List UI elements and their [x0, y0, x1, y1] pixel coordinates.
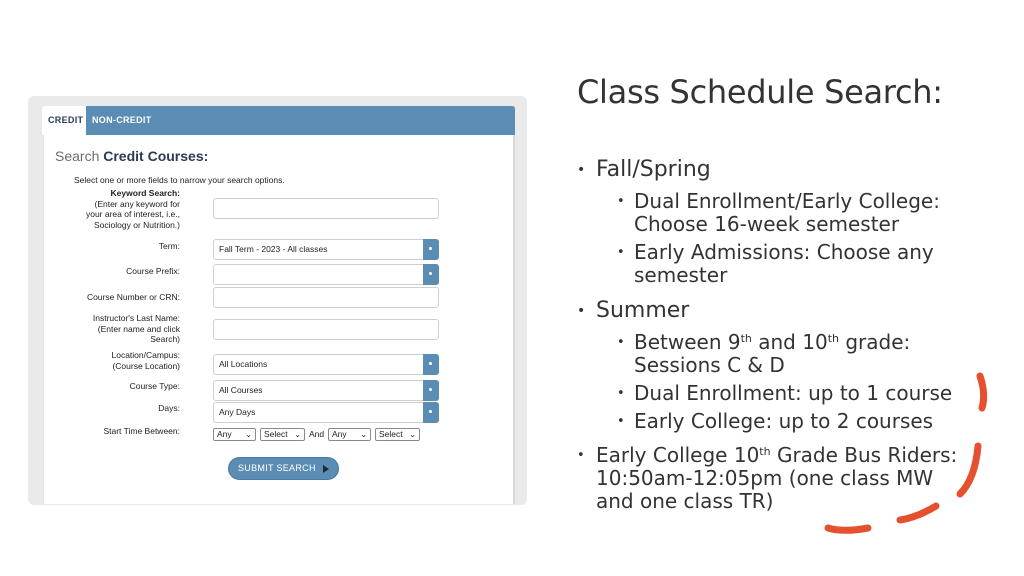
bullet-text: Early College: up to 2 courses: [634, 409, 934, 433]
submit-search-button[interactable]: [228, 457, 339, 480]
days-select-value: Any Days: [219, 407, 256, 417]
form-left-rule: [42, 135, 44, 504]
annotation-stroke-right-lower: [960, 446, 978, 494]
bullet-text: Early Admissions: Choose any: [634, 240, 934, 264]
chevron-down-icon: ⌄: [360, 430, 367, 439]
superscript-th: th: [827, 332, 839, 345]
bullet-early-admissions: [617, 240, 934, 264]
days-dropdown-icon: [423, 402, 439, 423]
bullet-early-admissions-cont: semester: [634, 263, 728, 287]
bullet-dot: •: [617, 194, 625, 209]
form-heading: [55, 148, 208, 164]
keyword-label: [86, 188, 180, 230]
bullet-fall-spring: [577, 157, 711, 182]
term-select-value: Fall Term - 2023 - All classes: [219, 244, 328, 254]
days-label: Days:: [158, 403, 180, 413]
bullet-text: Fall/Spring: [596, 157, 711, 182]
location-label: [111, 350, 180, 371]
start-time-from-hour-value: Any: [217, 429, 232, 439]
instructor-label-line2: (Enter name and click: [97, 323, 180, 334]
term-dropdown-icon: [423, 239, 439, 260]
instructor-input[interactable]: [213, 319, 439, 340]
keyword-label-title: Keyword Search:: [110, 188, 180, 198]
location-label-line1: Location/Campus:: [111, 350, 180, 360]
location-select-value: All Locations: [219, 359, 268, 369]
start-time-to-hour-select[interactable]: [328, 428, 371, 441]
course-type-dropdown-icon: [423, 380, 439, 401]
superscript-th: th: [740, 332, 752, 345]
bullet-dot: •: [577, 303, 586, 319]
bullet-summer: [577, 298, 690, 323]
term-label: Term:: [158, 241, 180, 251]
course-number-label: Course Number or CRN:: [86, 292, 180, 302]
instructor-label-line1: Instructor's Last Name:: [92, 313, 180, 323]
bullet-dual-enrollment-fs: [617, 189, 940, 213]
start-time-from-hour-select[interactable]: [213, 428, 256, 441]
bullet-dot: •: [617, 414, 625, 429]
form-heading-prefix: Search: [55, 148, 104, 164]
keyword-hint-line3: Sociology or Nutrition.): [94, 219, 180, 230]
bullet-bus-riders-time: 10:50am-12:05pm (one class MW: [596, 466, 934, 490]
start-time-from-period-value: Select: [264, 429, 288, 439]
chevron-down-icon: ⌄: [294, 430, 301, 439]
tab-bar: [42, 106, 515, 135]
chevron-down-icon: ⌄: [409, 430, 416, 439]
location-label-line2: (Course Location): [112, 360, 180, 371]
annotation-stroke-right: [980, 376, 984, 408]
superscript-th: th: [759, 445, 771, 458]
form-instructions: Select one or more fields to narrow your search options.: [74, 175, 285, 185]
bullet-text-c: grade:: [838, 330, 911, 354]
submit-search-label: SUBMIT SEARCH: [238, 463, 316, 473]
course-prefix-dropdown-icon: [423, 264, 439, 285]
bullet-text-a: Early College 10: [596, 443, 760, 467]
keyword-hint-line2: your area of interest, i.e.,: [85, 209, 180, 219]
bullet-bus-riders-cont: and one class TR): [596, 489, 774, 513]
keyword-input[interactable]: [213, 198, 439, 219]
bullet-dot: •: [617, 335, 625, 350]
course-type-label: Course Type:: [129, 381, 180, 391]
bullet-text: Summer: [596, 298, 690, 323]
play-arrow-icon: [323, 465, 329, 473]
course-prefix-label: Course Prefix:: [126, 266, 180, 276]
hand-drawn-annotation: [800, 360, 1000, 540]
bullet-text-a: Between 9: [634, 330, 741, 354]
term-select[interactable]: [213, 239, 439, 260]
instructor-label: [93, 313, 180, 345]
bullet-text-b: Grade Bus Riders:: [770, 443, 958, 467]
bullet-text: Dual Enrollment: up to 1 course: [634, 381, 953, 405]
annotation-stroke-bottom: [828, 528, 868, 530]
chevron-down-icon: ⌄: [245, 430, 252, 439]
bullet-dot: •: [617, 245, 625, 260]
location-select[interactable]: [213, 354, 439, 375]
bullet-dot: •: [617, 386, 625, 401]
bullet-text-b: and 10: [751, 330, 828, 354]
tab-non-credit[interactable]: NON-CREDIT: [92, 115, 152, 125]
course-prefix-select[interactable]: [213, 264, 439, 285]
instructor-label-line3: Search): [150, 334, 180, 344]
course-type-select-value: All Courses: [219, 385, 263, 395]
bullet-text: Dual Enrollment/Early College:: [634, 189, 940, 213]
bullet-dual-enrollment-fs-cont: Choose 16-week semester: [634, 212, 900, 236]
days-select[interactable]: [213, 402, 439, 423]
start-time-and-label: And: [309, 429, 325, 439]
annotation-stroke-bottom-right: [900, 506, 936, 520]
location-dropdown-icon: [423, 354, 439, 375]
start-time-label: Start Time Between:: [103, 426, 180, 436]
tab-credit[interactable]: CREDIT: [42, 106, 86, 135]
annotation-strokes: [828, 376, 984, 530]
slide-title: Class Schedule Search:: [577, 73, 943, 111]
form-heading-main: Credit Courses:: [103, 148, 209, 164]
start-time-to-period-value: Select: [379, 429, 403, 439]
keyword-hint-line1: (Enter any keyword for: [94, 198, 180, 209]
bullet-sessions: Sessions C & D: [634, 353, 785, 377]
bullet-dot: •: [577, 162, 586, 178]
bullet-dot: •: [577, 448, 585, 463]
start-time-to-hour-value: Any: [332, 429, 347, 439]
course-number-input[interactable]: [213, 287, 439, 308]
start-time-to-period-select[interactable]: [375, 428, 420, 441]
bullet-between-grades: [617, 330, 911, 354]
start-time-from-period-select[interactable]: [260, 428, 305, 441]
credit-search-form: [42, 106, 515, 504]
course-type-select[interactable]: [213, 380, 439, 401]
